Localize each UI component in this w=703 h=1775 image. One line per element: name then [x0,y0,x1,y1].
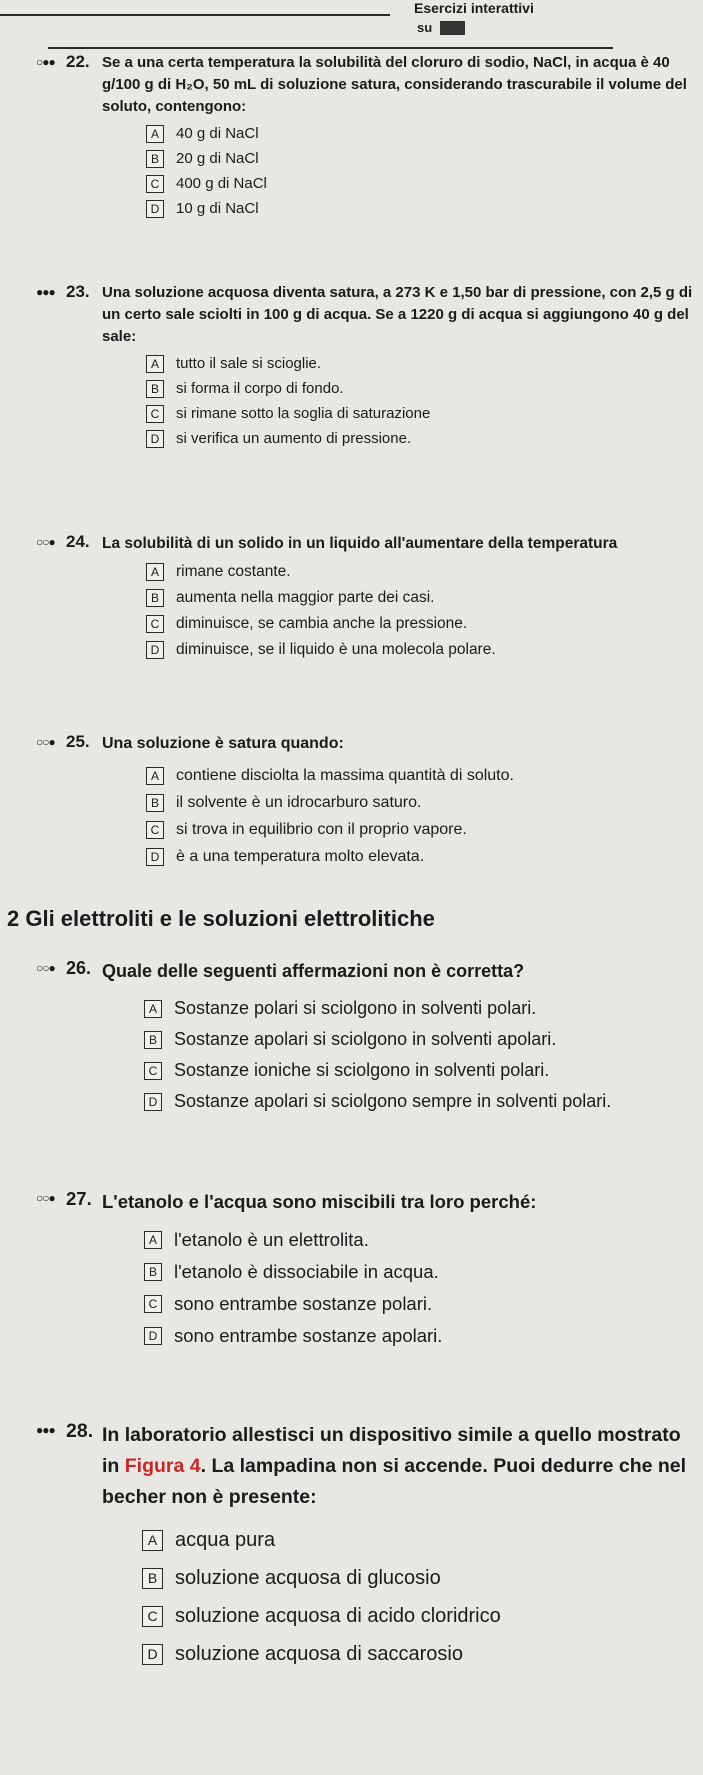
option-text: Sostanze apolari si sciolgono sempre in solventi polari. [174,1091,612,1111]
option-text: si forma il corpo di fondo. [176,380,344,398]
option-text: il solvente è un idrocarburo saturo. [176,793,422,811]
question-text: Una soluzione acquosa diventa satura, a 273 K e 1,50 bar di pressione, con 2,5 g di un certo sale sciolti in 100 g di acqua. Se a 1220 g di acqua si aggiungono 40 g del sale: [102,284,693,345]
option-letter: C [146,175,164,193]
option-text: si rimane sotto la soglia di saturazione [176,405,431,423]
option-b[interactable] [144,1256,696,1288]
option-text: contiene disciolta la massima quantità di soluto. [176,766,514,784]
question-25 [36,732,696,870]
difficulty-dots: ○○● [36,535,55,549]
option-letter: B [144,1263,162,1281]
option-d[interactable] [146,843,696,870]
option-b[interactable] [146,789,696,816]
option-letter: D [142,1644,163,1665]
option-letter: A [146,125,164,143]
page-header [0,0,703,60]
question-number: 24. [66,532,90,551]
option-a[interactable] [146,762,696,789]
option-text: Sostanze apolari si sciolgono in solventi apolari. [174,1029,557,1049]
option-a[interactable] [142,1522,696,1560]
option-c[interactable] [142,1598,696,1636]
option-b[interactable] [146,146,696,171]
option-letter: B [142,1568,163,1589]
option-text: si verifica un aumento di pressione. [176,430,412,448]
option-text: è a una temperatura molto elevata. [176,847,425,865]
option-letter: D [146,848,164,866]
option-letter: C [146,615,164,633]
difficulty-dots: ●●● [36,1423,55,1437]
option-b[interactable] [142,1560,696,1598]
option-letter: B [146,380,164,398]
option-text: Sostanze ioniche si sciolgono in solventi polari. [174,1060,550,1080]
option-c[interactable] [146,171,696,196]
option-text: rimane costante. [176,563,291,581]
option-text: diminuisce, se il liquido è una molecola polare. [176,641,496,659]
option-d[interactable] [144,1086,696,1117]
option-c[interactable] [146,611,696,637]
option-text: sono entrambe sostanze polari. [174,1292,433,1314]
header-title: Esercizi interattivi [414,0,534,16]
figure-link[interactable]: Figura 4 [124,1455,201,1478]
question-text-part: In laboratorio allestisci un dispositivo simile a quello mostrato in [102,1424,681,1478]
option-text: 40 g di NaCl [176,125,259,143]
header-su-label: su [417,20,433,35]
option-letter: C [142,1606,163,1627]
option-letter: D [146,430,164,448]
option-text: 10 g di NaCl [176,200,259,218]
question-text: La solubilità di un solido in un liquido all'aumentare della temperatura [102,535,618,552]
option-text: aumenta nella maggior parte dei casi. [176,589,435,607]
option-text: tutto il sale si scioglie. [176,355,322,373]
option-text: acqua pura [175,1529,276,1552]
option-a[interactable] [146,121,696,146]
question-text: Una soluzione è satura quando: [102,735,344,752]
option-letter: A [146,767,164,785]
question-text: Se a una certa temperatura la solubilità del cloruro di sodio, NaCl, in acqua è 40 g/100 g di H₂O, 50 mL di soluzione satura, considerando trascurabile il volume del soluto, contengono: [102,54,687,115]
option-text: si trova in equilibrio con il proprio vapore. [176,820,467,838]
difficulty-dots: ○○● [36,735,55,749]
option-text: 400 g di NaCl [176,175,267,193]
difficulty-dots: ○○● [36,961,55,975]
option-text: 20 g di NaCl [176,150,259,168]
option-c[interactable] [144,1288,696,1320]
option-letter: D [144,1093,162,1111]
option-c[interactable] [144,1055,696,1086]
option-c[interactable] [146,816,696,843]
question-number: 22. [66,52,90,71]
option-letter: C [146,405,164,423]
option-letter: A [144,1000,162,1018]
question-text: L'etanolo e l'acqua sono miscibili tra loro perché: [102,1191,537,1212]
option-letter: D [144,1327,162,1345]
option-text: l'etanolo è dissociabile in acqua. [174,1260,439,1282]
option-b[interactable] [146,585,696,611]
question-24 [36,532,696,663]
option-text: l'etanolo è un elettrolita. [174,1228,369,1250]
platform-logo-icon [440,21,465,35]
option-d[interactable] [146,637,696,663]
question-number: 25. [66,732,90,751]
option-letter: A [144,1231,162,1249]
option-a[interactable] [144,1224,696,1256]
option-text: soluzione acquosa di acido cloridrico [175,1605,501,1628]
option-text: Sostanze polari si sciolgono in solventi polari. [174,998,537,1018]
header-rule-2 [48,47,613,49]
option-d[interactable] [146,196,696,221]
question-number: 28. [66,1420,94,1442]
option-letter: A [142,1530,163,1551]
question-number: 27. [66,1188,92,1209]
option-letter: B [144,1031,162,1049]
option-b[interactable] [146,376,696,401]
option-letter: A [146,355,164,373]
option-text: sono entrambe sostanze apolari. [174,1324,443,1346]
option-d[interactable] [142,1636,696,1674]
option-letter: C [146,821,164,839]
option-a[interactable] [144,993,696,1024]
option-letter: D [146,641,164,659]
option-a[interactable] [146,351,696,376]
option-letter: B [146,589,164,607]
option-text: soluzione acquosa di glucosio [175,1567,441,1590]
option-a[interactable] [146,559,696,585]
option-c[interactable] [146,401,696,426]
question-number: 23. [66,282,90,301]
difficulty-dots: ○●● [36,55,55,69]
question-23 [36,282,696,451]
question-28 [36,1420,696,1674]
option-letter: A [146,563,164,581]
option-letter: C [144,1295,162,1313]
question-text [102,1420,696,1514]
question-text-part: . La lampadina non si accende. Puoi dedurre che nel becher non è presente: [102,1455,687,1509]
question-22 [36,52,696,221]
option-letter: B [146,150,164,168]
option-d[interactable] [144,1320,696,1352]
option-text: diminuisce, se cambia anche la pressione. [176,615,468,633]
option-text: soluzione acquosa di saccarosio [175,1643,463,1666]
difficulty-dots: ●●● [36,285,55,299]
option-b[interactable] [144,1024,696,1055]
section-title: 2 Gli elettroliti e le soluzioni elettrolitiche [7,906,435,931]
option-d[interactable] [146,426,696,451]
question-27 [36,1188,696,1352]
option-letter: C [144,1062,162,1080]
header-rule [0,14,390,16]
question-number: 26. [66,958,92,978]
option-letter: B [146,794,164,812]
question-text: Quale delle seguenti affermazioni non è corretta? [102,961,525,981]
difficulty-dots: ○○● [36,1191,55,1205]
question-26 [36,958,696,1117]
option-letter: D [146,200,164,218]
